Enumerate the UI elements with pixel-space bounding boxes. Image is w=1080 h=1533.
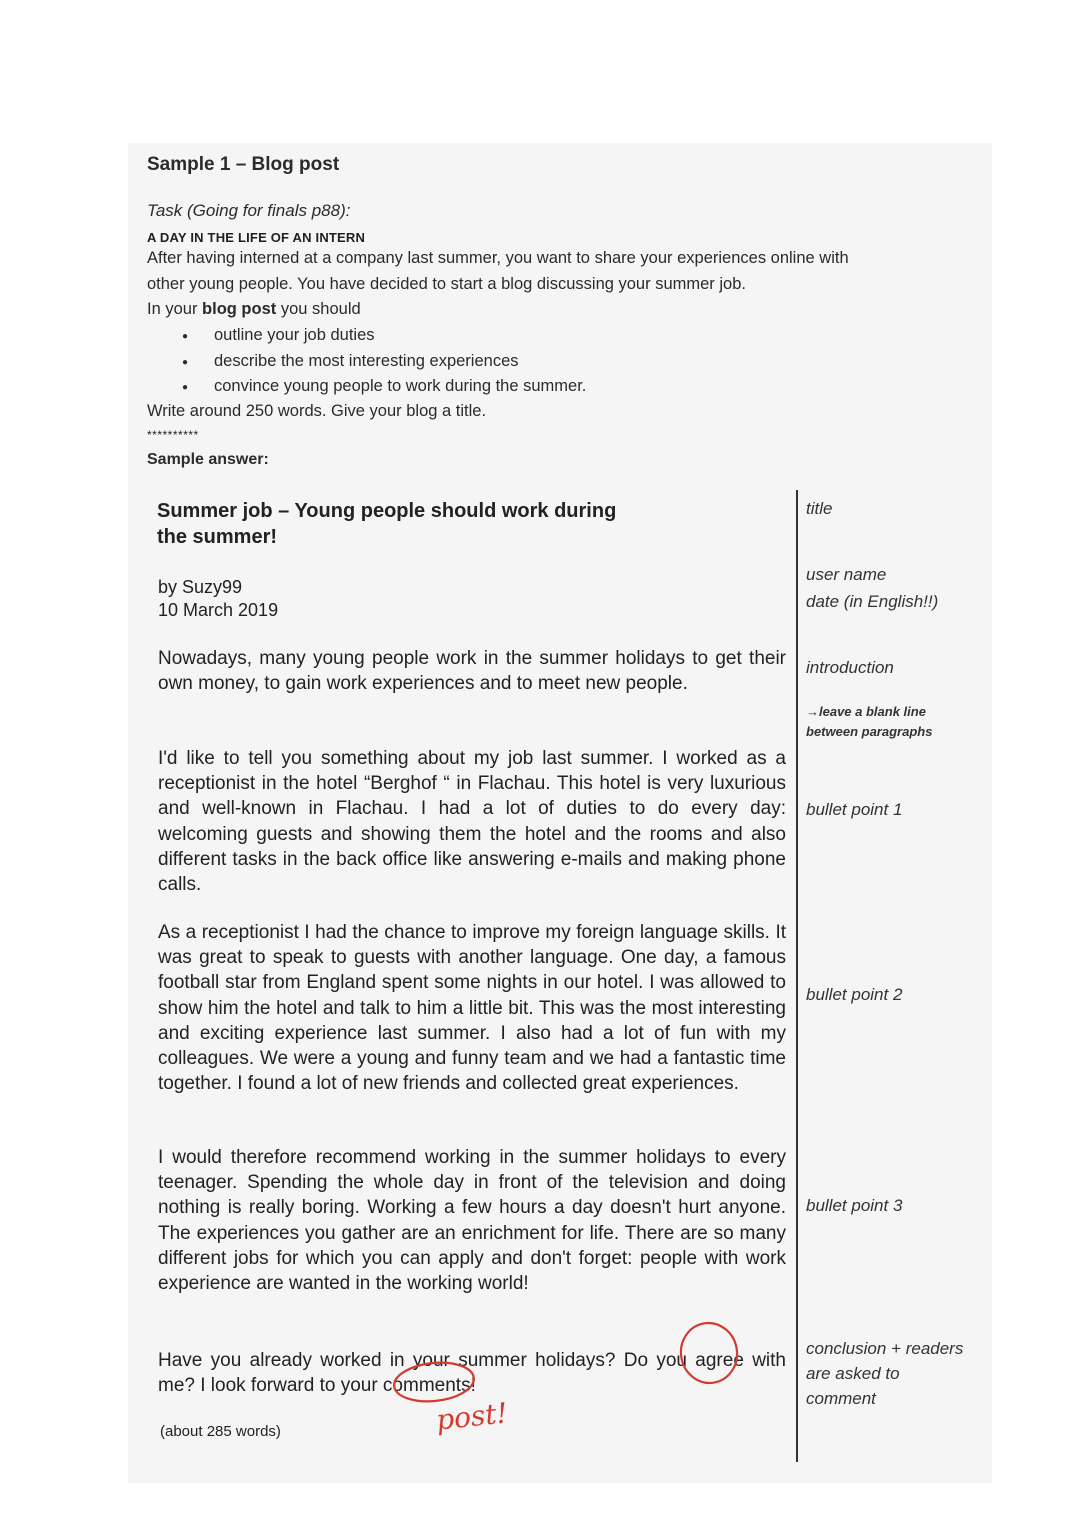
paragraph-introduction: Nowadays, many young people work in the summer holidays to get their own money, to gain work experiences and to meet new people. xyxy=(158,648,786,695)
paragraph-conclusion: Have you already worked in your summer holidays? Do you agree with me? I look forward to your comments! xyxy=(158,1350,786,1397)
task-line-3 xyxy=(147,297,849,323)
note-blank-line: →leave a blank line between paragraphs xyxy=(806,704,933,739)
word-count: (about 285 words) xyxy=(160,1423,281,1440)
sample-answer-label: Sample answer: xyxy=(147,451,269,468)
paragraph-bullet-1: I'd like to tell you something about my job last summer. I worked as a receptionist in the hotel “Berghof “ in Flachau. This hotel is very luxurious and well-known in Flachau. I had a lot of duties to do every day: welcoming guests and showing them the hotel and the rooms and also different tasks in the back office like answering e-mails and making phone calls. xyxy=(158,748,786,896)
task-line-3-post: you should xyxy=(276,300,361,318)
note-bullet-3: bullet point 3 xyxy=(806,1196,903,1215)
note-bullet-1: bullet point 1 xyxy=(806,800,903,819)
task-heading: A DAY IN THE LIFE OF AN INTERN xyxy=(147,230,366,245)
note-conclusion: conclusion + readers are asked to comment xyxy=(806,1339,964,1408)
task-bullet-list xyxy=(150,323,586,400)
task-line-2: other young people. You have decided to start a blog discussing your summer job. xyxy=(147,274,746,293)
handwritten-post-note: post! xyxy=(434,1396,510,1437)
separator-stars: ********** xyxy=(147,428,199,442)
margin-divider xyxy=(796,490,798,1462)
task-bullet-item: ● outline your job duties xyxy=(150,323,586,349)
task-bullet-item: ● describe the most interesting experiences xyxy=(150,349,586,375)
note-user-name: user name xyxy=(806,565,887,584)
note-title: title xyxy=(806,499,833,518)
task-line-3-pre: In your xyxy=(147,300,203,318)
blog-date: 10 March 2019 xyxy=(158,600,279,620)
task-bullet-item: ● convince young people to work during the summer. xyxy=(150,374,586,400)
task-line-3-bold: blog post xyxy=(202,300,277,318)
note-bullet-2: bullet point 2 xyxy=(806,985,903,1004)
paragraph-bullet-2: As a receptionist I had the chance to improve my foreign language skills. It was great to speak to guests with another language. One day, a famous football star from England spent some nights in our hotel. I was allowed to show him the hotel and talk to him a little bit. This was the most interesting and exciting experience last summer. I also had a lot of fun with my colleagues. We were a young and funny team and we had a fantastic time together. I found a lot of new friends and collected great experiences. xyxy=(158,922,786,1095)
word-instruction: Write around 250 words. Give your blog a title. xyxy=(147,402,487,420)
sample-header: Sample 1 – Blog post xyxy=(147,154,340,175)
task-line-1: After having interned at a company last summer, you want to share your experiences online with xyxy=(147,249,849,267)
task-description xyxy=(147,246,849,323)
note-introduction: introduction xyxy=(806,658,894,677)
task-label: Task (Going for finals p88): xyxy=(147,201,351,220)
note-date: date (in English!!) xyxy=(806,592,939,611)
paragraph-bullet-3: I would therefore recommend working in the summer holidays to every teenager. Spending the whole day in front of the television and doing nothing is really boring. Working a few hours a day doesn't hurt anyone. The experiences you gather are an enrichment for life. There are so many different jobs for which you can apply and don't forget: people with work experience are wanted in the working world! xyxy=(158,1147,786,1295)
blog-title: Summer job – Young people should work during the summer! xyxy=(157,500,617,548)
blog-byline: by Suzy99 xyxy=(158,577,243,597)
